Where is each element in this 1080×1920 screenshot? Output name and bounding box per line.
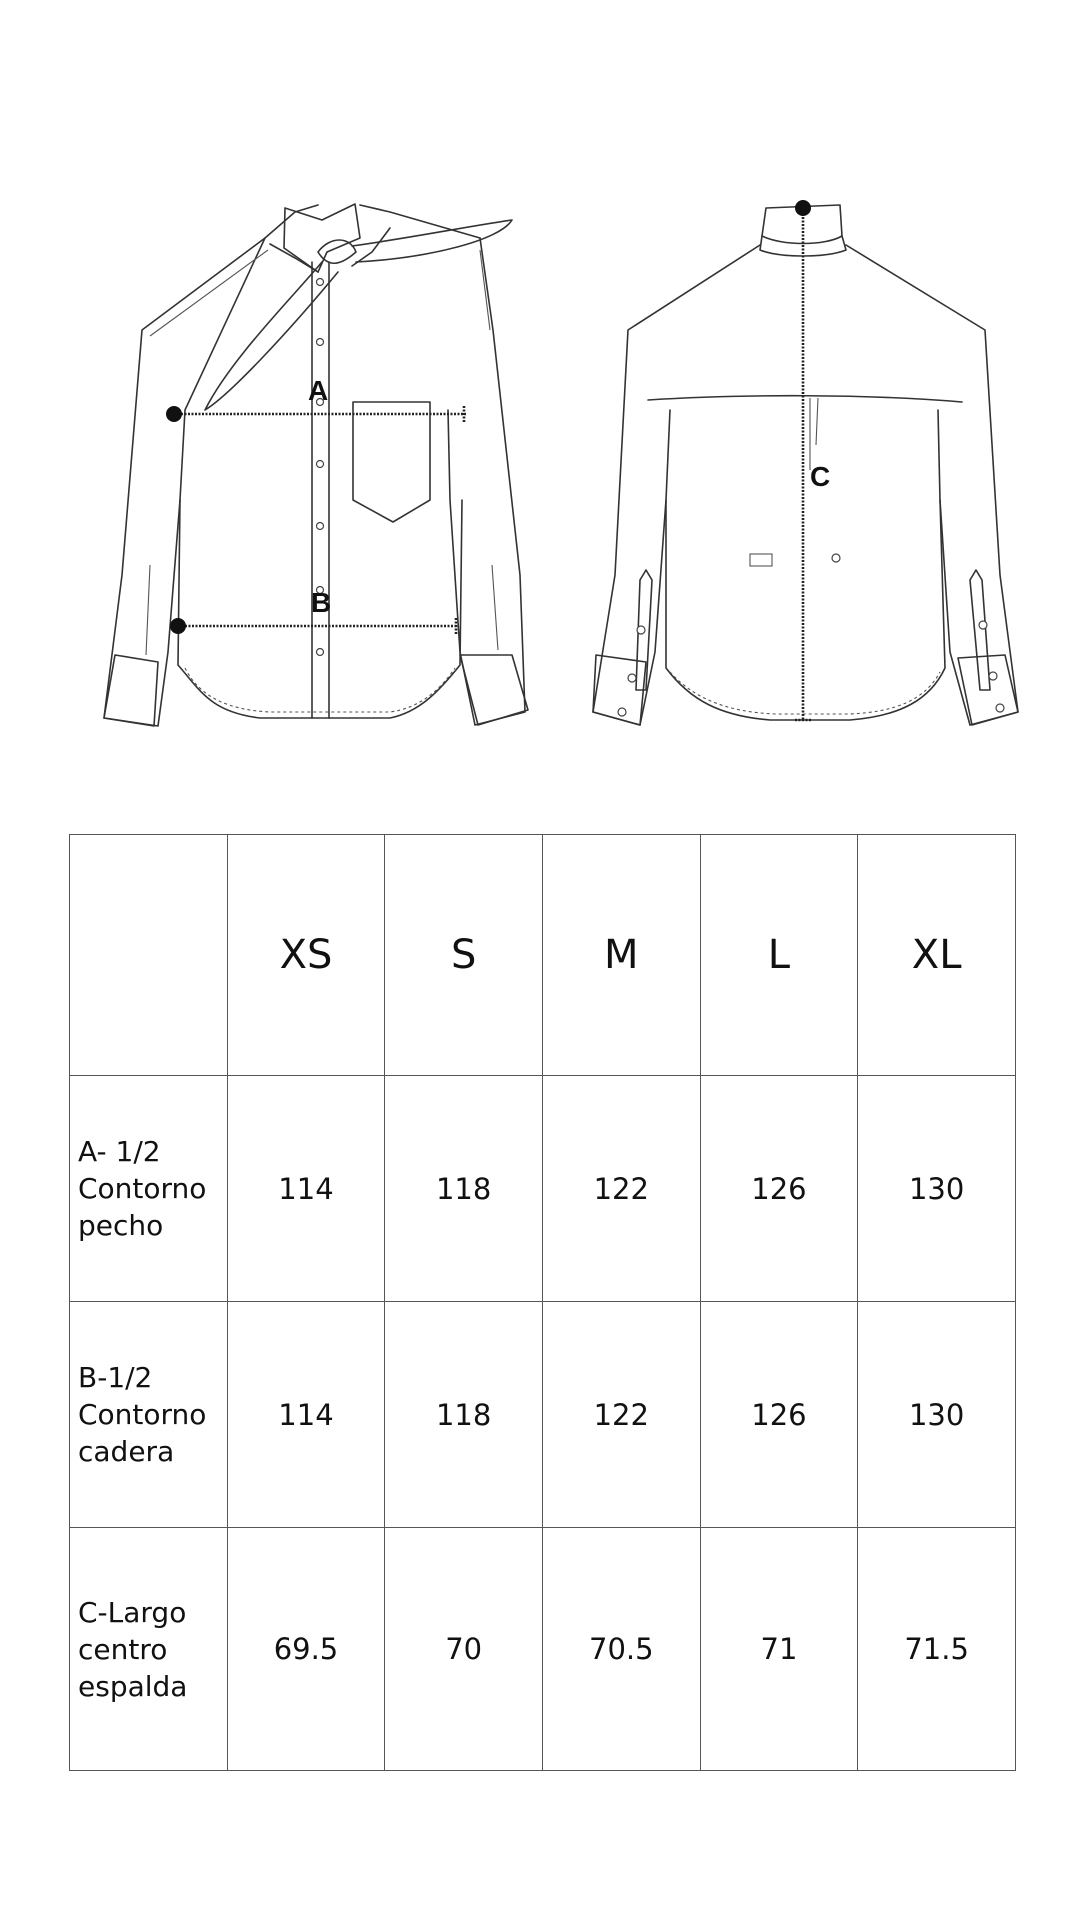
value-cell: 114 [227, 1076, 385, 1302]
value-cell: 71.5 [858, 1528, 1016, 1771]
row-label-line: A- 1/2 [78, 1135, 161, 1168]
value-cell: 69.5 [227, 1528, 385, 1771]
table-row [70, 1076, 1016, 1302]
value-cell: 118 [385, 1076, 543, 1302]
value-cell: 122 [542, 1076, 700, 1302]
row-label-line: espalda [78, 1669, 188, 1703]
row-label-line: Contorno [78, 1398, 207, 1431]
value-cell: 130 [858, 1076, 1016, 1302]
value-cell: 118 [385, 1302, 543, 1528]
value-cell: 126 [700, 1076, 858, 1302]
size-chart-table [69, 834, 1016, 1771]
value-cell: 71 [700, 1528, 858, 1771]
size-header-xs: XS [227, 835, 385, 1076]
back-shirt-drawing [593, 200, 1018, 725]
value-cell: 70.5 [542, 1528, 700, 1771]
table-header-row [70, 835, 1016, 1076]
shirt-technical-drawing [0, 0, 1080, 780]
table-row [70, 1528, 1016, 1771]
size-header-s: S [385, 835, 543, 1076]
row-label-line: cadera [78, 1435, 175, 1468]
value-cell: 114 [227, 1302, 385, 1528]
measure-label-a: A [308, 375, 329, 406]
measurement-diagram [0, 0, 1080, 780]
size-header-l: L [700, 835, 858, 1076]
row-label-line: centro [78, 1632, 168, 1666]
size-header-m: M [542, 835, 700, 1076]
table-row [70, 1302, 1016, 1528]
row-label-line: C-Largo [78, 1595, 187, 1629]
row-label-line: B-1/2 [78, 1361, 153, 1394]
size-header-xl: XL [858, 835, 1016, 1076]
front-shirt-drawing [104, 204, 528, 726]
row-label-line: Contorno [78, 1172, 207, 1205]
value-cell: 126 [700, 1302, 858, 1528]
value-cell: 122 [542, 1302, 700, 1528]
measure-label-b: B [311, 587, 332, 618]
row-label-line: pecho [78, 1209, 164, 1242]
value-cell: 70 [385, 1528, 543, 1771]
row-label-back-length [70, 1528, 228, 1771]
value-cell: 130 [858, 1302, 1016, 1528]
table-corner-cell [70, 835, 228, 1076]
row-label-hip [70, 1302, 228, 1528]
row-label-chest [70, 1076, 228, 1302]
measure-label-c: C [810, 461, 831, 492]
